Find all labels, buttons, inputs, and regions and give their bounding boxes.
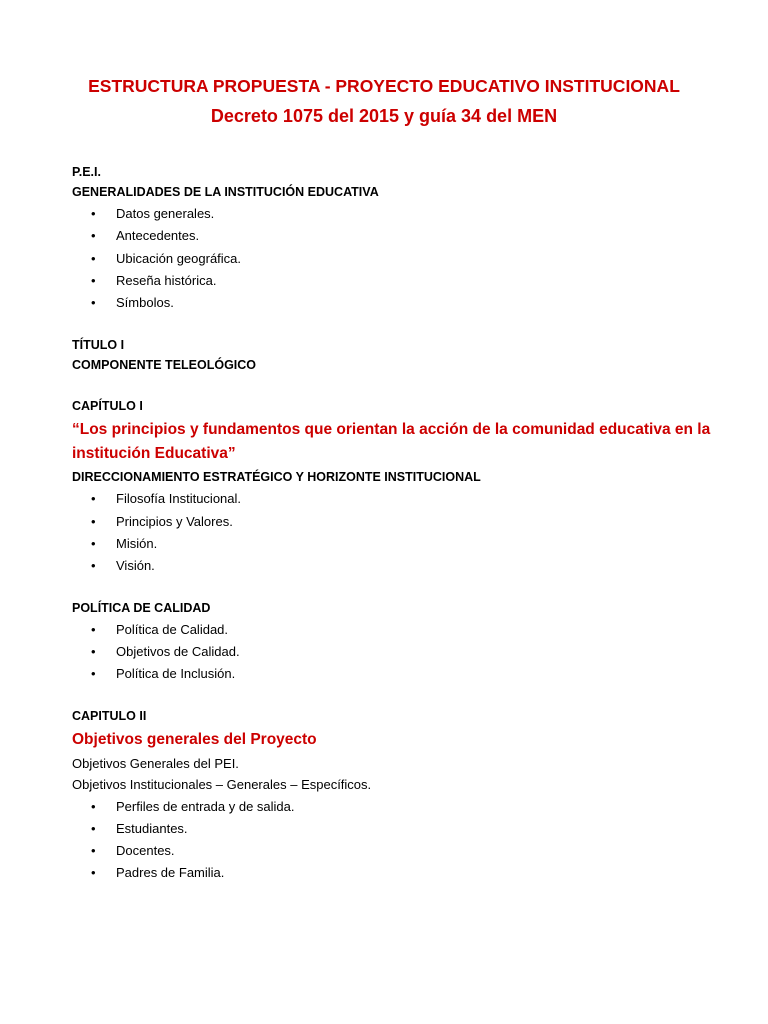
list-item-text: Símbolos.: [116, 295, 174, 311]
list-item: [72, 248, 712, 270]
list-item: [72, 796, 712, 818]
perfiles-list: [72, 796, 712, 885]
bullet-icon: •: [91, 621, 96, 637]
document-body: [72, 162, 712, 885]
bullet-icon: •: [91, 513, 96, 529]
direccionamiento-heading: DIRECCIONAMIENTO ESTRATÉGICO Y HORIZONTE INSTITUCIONAL: [72, 470, 481, 485]
list-item-text: Datos generales.: [116, 206, 215, 221]
list-item: [72, 270, 712, 292]
list-item: [72, 818, 712, 840]
list-item: [72, 511, 712, 533]
list-item-text: Objetivos de Calidad.: [116, 643, 240, 659]
list-item: [72, 840, 712, 862]
list-item-text: Política de Calidad.: [116, 621, 229, 637]
list-item: [72, 203, 712, 225]
list-item-text: Padres de Familia.: [116, 865, 225, 881]
list-item-text: Perfiles de entrada y de salida.: [116, 798, 295, 814]
list-item: [72, 555, 712, 577]
bullet-icon: •: [91, 666, 96, 682]
generalidades-heading: GENERALIDADES DE LA INSTITUCIÓN EDUCATIVA: [72, 185, 379, 199]
list-item: [72, 225, 712, 247]
capitulo-1-quote-line-1: “Los principios y fundamentos que orientan la acción de la comunidad educativa en la: [72, 421, 711, 439]
objetivos-pei-line: Objetivos Generales del PEI.: [72, 755, 239, 771]
list-item-text: Ubicación geográfica.: [116, 250, 242, 266]
list-item-text: Visión.: [116, 558, 155, 574]
list-item: [72, 641, 712, 663]
bullet-icon: •: [91, 272, 96, 288]
list-item-text: Filosofía Institucional.: [116, 491, 242, 507]
bullet-icon: •: [91, 536, 96, 552]
capitulo-1-quote-line-2: institución Educativa”: [72, 445, 236, 463]
list-item: [72, 533, 712, 555]
list-item-text: Antecedentes.: [116, 228, 200, 244]
bullet-icon: •: [91, 643, 96, 659]
componente-teleologico-heading: COMPONENTE TELEOLÓGICO: [72, 358, 257, 373]
bullet-icon: •: [91, 820, 96, 836]
list-item: [72, 292, 712, 314]
list-item: [72, 619, 712, 641]
bullet-icon: •: [91, 843, 96, 859]
politica-calidad-heading: POLÍTICA DE CALIDAD: [72, 600, 211, 615]
capitulo-1-label: CAPÍTULO I: [72, 399, 143, 414]
pei-label: P.E.I.: [72, 165, 101, 179]
titulo-1-label: TÍTULO I: [72, 338, 125, 353]
list-item-text: Reseña histórica.: [116, 272, 217, 288]
direccionamiento-list: [72, 488, 712, 577]
list-item-text: Docentes.: [116, 843, 175, 859]
bullet-icon: •: [91, 295, 96, 311]
capitulo-2-label: CAPITULO II: [72, 708, 147, 723]
bullet-icon: •: [91, 491, 96, 507]
bullet-icon: •: [91, 798, 96, 814]
list-item-text: Política de Inclusión.: [116, 666, 236, 682]
politica-calidad-list: [72, 619, 712, 686]
objetivos-institucionales-line: Objetivos Institucionales – Generales – Específicos.: [72, 776, 372, 792]
list-item-text: Estudiantes.: [116, 820, 188, 836]
bullet-icon: •: [91, 228, 96, 244]
list-item: [72, 488, 712, 510]
list-item-text: Principios y Valores.: [116, 513, 233, 529]
bullet-icon: •: [91, 206, 96, 221]
generalidades-list: [72, 203, 712, 314]
list-item: [72, 862, 712, 884]
list-item-text: Misión.: [116, 536, 158, 552]
document-title: ESTRUCTURA PROPUESTA - PROYECTO EDUCATIVO INSTITUCIONAL: [88, 76, 680, 96]
bullet-icon: •: [91, 558, 96, 574]
bullet-icon: •: [91, 865, 96, 881]
document-subtitle: Decreto 1075 del 2015 y guía 34 del MEN: [210, 106, 558, 126]
list-item: [72, 663, 712, 685]
objetivos-generales-heading: Objetivos generales del Proyecto: [72, 730, 317, 748]
bullet-icon: •: [91, 250, 96, 266]
